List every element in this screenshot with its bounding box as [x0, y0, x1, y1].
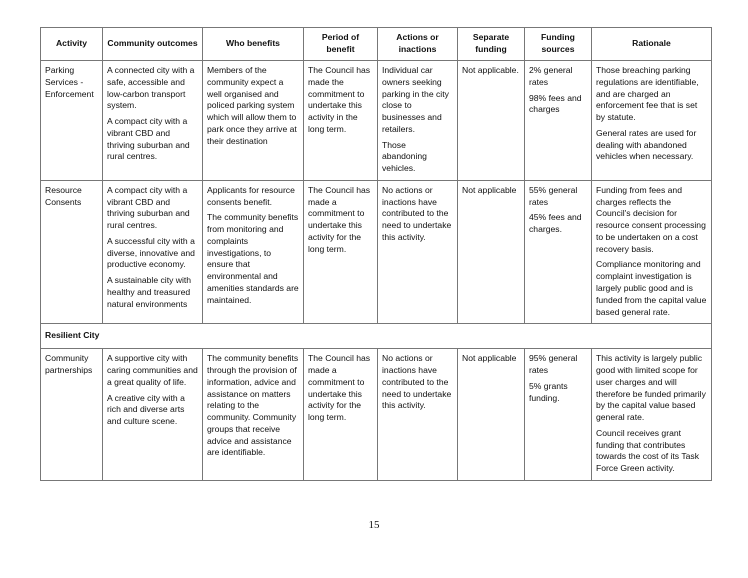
cell-text: Parking Services - Enforcement	[45, 65, 94, 99]
table-body	[41, 61, 712, 481]
column-header: Community outcomes	[103, 28, 203, 61]
cell-text: Not applicable	[462, 353, 517, 364]
table-row	[41, 349, 712, 481]
cell-sources	[525, 349, 592, 481]
cell-text: The community benefits from monitoring and complaints investigations, to ensure that environmental and amenities standards are maintained.	[207, 212, 299, 305]
cell-outcomes	[103, 61, 203, 181]
cell-text: A supportive city with caring communities and a great quality of life.	[107, 353, 198, 387]
cell-text: Members of the community expect a well organised and policed parking system which will allow them to park once they arrive at their destination	[207, 65, 297, 146]
cell-outcomes	[103, 349, 203, 481]
cell-text: Individual car owners seeking parking in the city close to businesses and retailers.	[382, 65, 449, 134]
cell-text: A sustainable city with healthy and treasured natural environments	[107, 275, 192, 309]
cell-text: A compact city with a vibrant CBD and thriving suburban and rural centres.	[107, 184, 190, 231]
section-label: Resilient City	[41, 324, 712, 349]
cell-actions	[378, 349, 458, 481]
cell-outcomes	[103, 180, 203, 323]
cell-separate	[458, 61, 525, 181]
column-header: Period of benefit	[304, 28, 378, 61]
cell-text: Those breaching parking regulations are identifiable, and are charged an enforcement fee that is set by statute.	[596, 65, 699, 123]
cell-text: Applicants for resource consents benefit.	[207, 184, 295, 207]
cell-text: A creative city with a rich and diverse arts and culture scene.	[107, 392, 185, 427]
cell-period	[304, 180, 378, 323]
cell-activity	[41, 349, 103, 481]
cell-activity	[41, 61, 103, 181]
cell-text: 98% fees and charges	[529, 92, 582, 115]
cell-text: The Council has made a commitment to undertake this activity for the long term.	[308, 184, 371, 254]
table-row	[41, 61, 712, 181]
cell-rationale	[592, 180, 712, 323]
cell-text: The Council has made the commitment to undertake this activity in the long term.	[308, 65, 371, 134]
cell-text: 95% general rates	[529, 353, 578, 376]
cell-text: General rates are used for dealing with abandoned vehicles when necessary.	[596, 127, 697, 162]
cell-text: A compact city with a vibrant CBD and thriving suburban and rural centres.	[107, 116, 190, 162]
page-number: 15	[368, 519, 380, 531]
cell-text: 55% general rates	[529, 184, 578, 207]
cell-text: Not applicable.	[462, 65, 519, 75]
column-header: Activity	[41, 28, 103, 61]
cell-text: Council receives grant funding that contributes towards the cost of its Task Force Green activity.	[596, 427, 700, 474]
cell-text: The Council has made a commitment to undertake this activity for the long term.	[308, 353, 371, 423]
cell-text: 2% general rates	[529, 65, 573, 87]
cell-text: This activity is largely public good with limited scope for user charges and will therefore be funded primarily by the capital value based general rate.	[596, 353, 706, 423]
cell-text: 5% grants funding.	[529, 380, 568, 403]
cell-benefits	[203, 180, 304, 323]
cell-text: A successful city with a diverse, innovative and productive economy.	[107, 235, 195, 270]
cell-separate	[458, 349, 525, 481]
header-row	[41, 28, 712, 61]
cell-sources	[525, 180, 592, 323]
cell-benefits	[203, 61, 304, 181]
cell-separate	[458, 180, 525, 323]
cell-period	[304, 61, 378, 181]
cell-text: Funding from fees and charges reflects the Council's decision for resource consent processing to be undertaken on a cost recovery basis.	[596, 184, 706, 254]
cell-rationale	[592, 61, 712, 181]
cell-text: Resource Consents	[45, 184, 82, 207]
cell-text: Compliance monitoring and complaint investigation is largely public good and is funded from the capital value based general rate.	[596, 259, 707, 317]
cell-rationale	[592, 349, 712, 481]
cell-sources	[525, 61, 592, 181]
column-header: Rationale	[592, 28, 712, 61]
cell-period	[304, 349, 378, 481]
cell-text: Those abandoning vehicles.	[382, 139, 427, 174]
cell-text: Not applicable	[462, 184, 517, 195]
column-header: Separate funding	[458, 28, 525, 61]
cell-text: No actions or inactions have contributed to the need to undertake this activity.	[382, 353, 452, 411]
cell-actions	[378, 61, 458, 181]
cell-benefits	[203, 349, 304, 481]
column-header: Actions or inactions	[378, 28, 458, 61]
table-row	[41, 180, 712, 323]
cell-text: The community benefits through the provision of information, advice and assistance on matters relating to the community. Community groups that receive advice and assistance are identifiable.	[207, 353, 299, 458]
cell-actions	[378, 180, 458, 323]
cell-activity	[41, 180, 103, 323]
cell-text: A connected city with a safe, accessible and low-carbon transport system.	[107, 65, 195, 111]
cell-text: 45% fees and charges.	[529, 212, 582, 235]
cell-text: No actions or inactions have contributed to the need to undertake this activity.	[382, 184, 452, 242]
section-row	[41, 324, 712, 349]
cell-text: Community partnerships	[45, 353, 93, 376]
funding-table	[40, 27, 712, 481]
column-header: Funding sources	[525, 28, 592, 61]
column-header: Who benefits	[203, 28, 304, 61]
